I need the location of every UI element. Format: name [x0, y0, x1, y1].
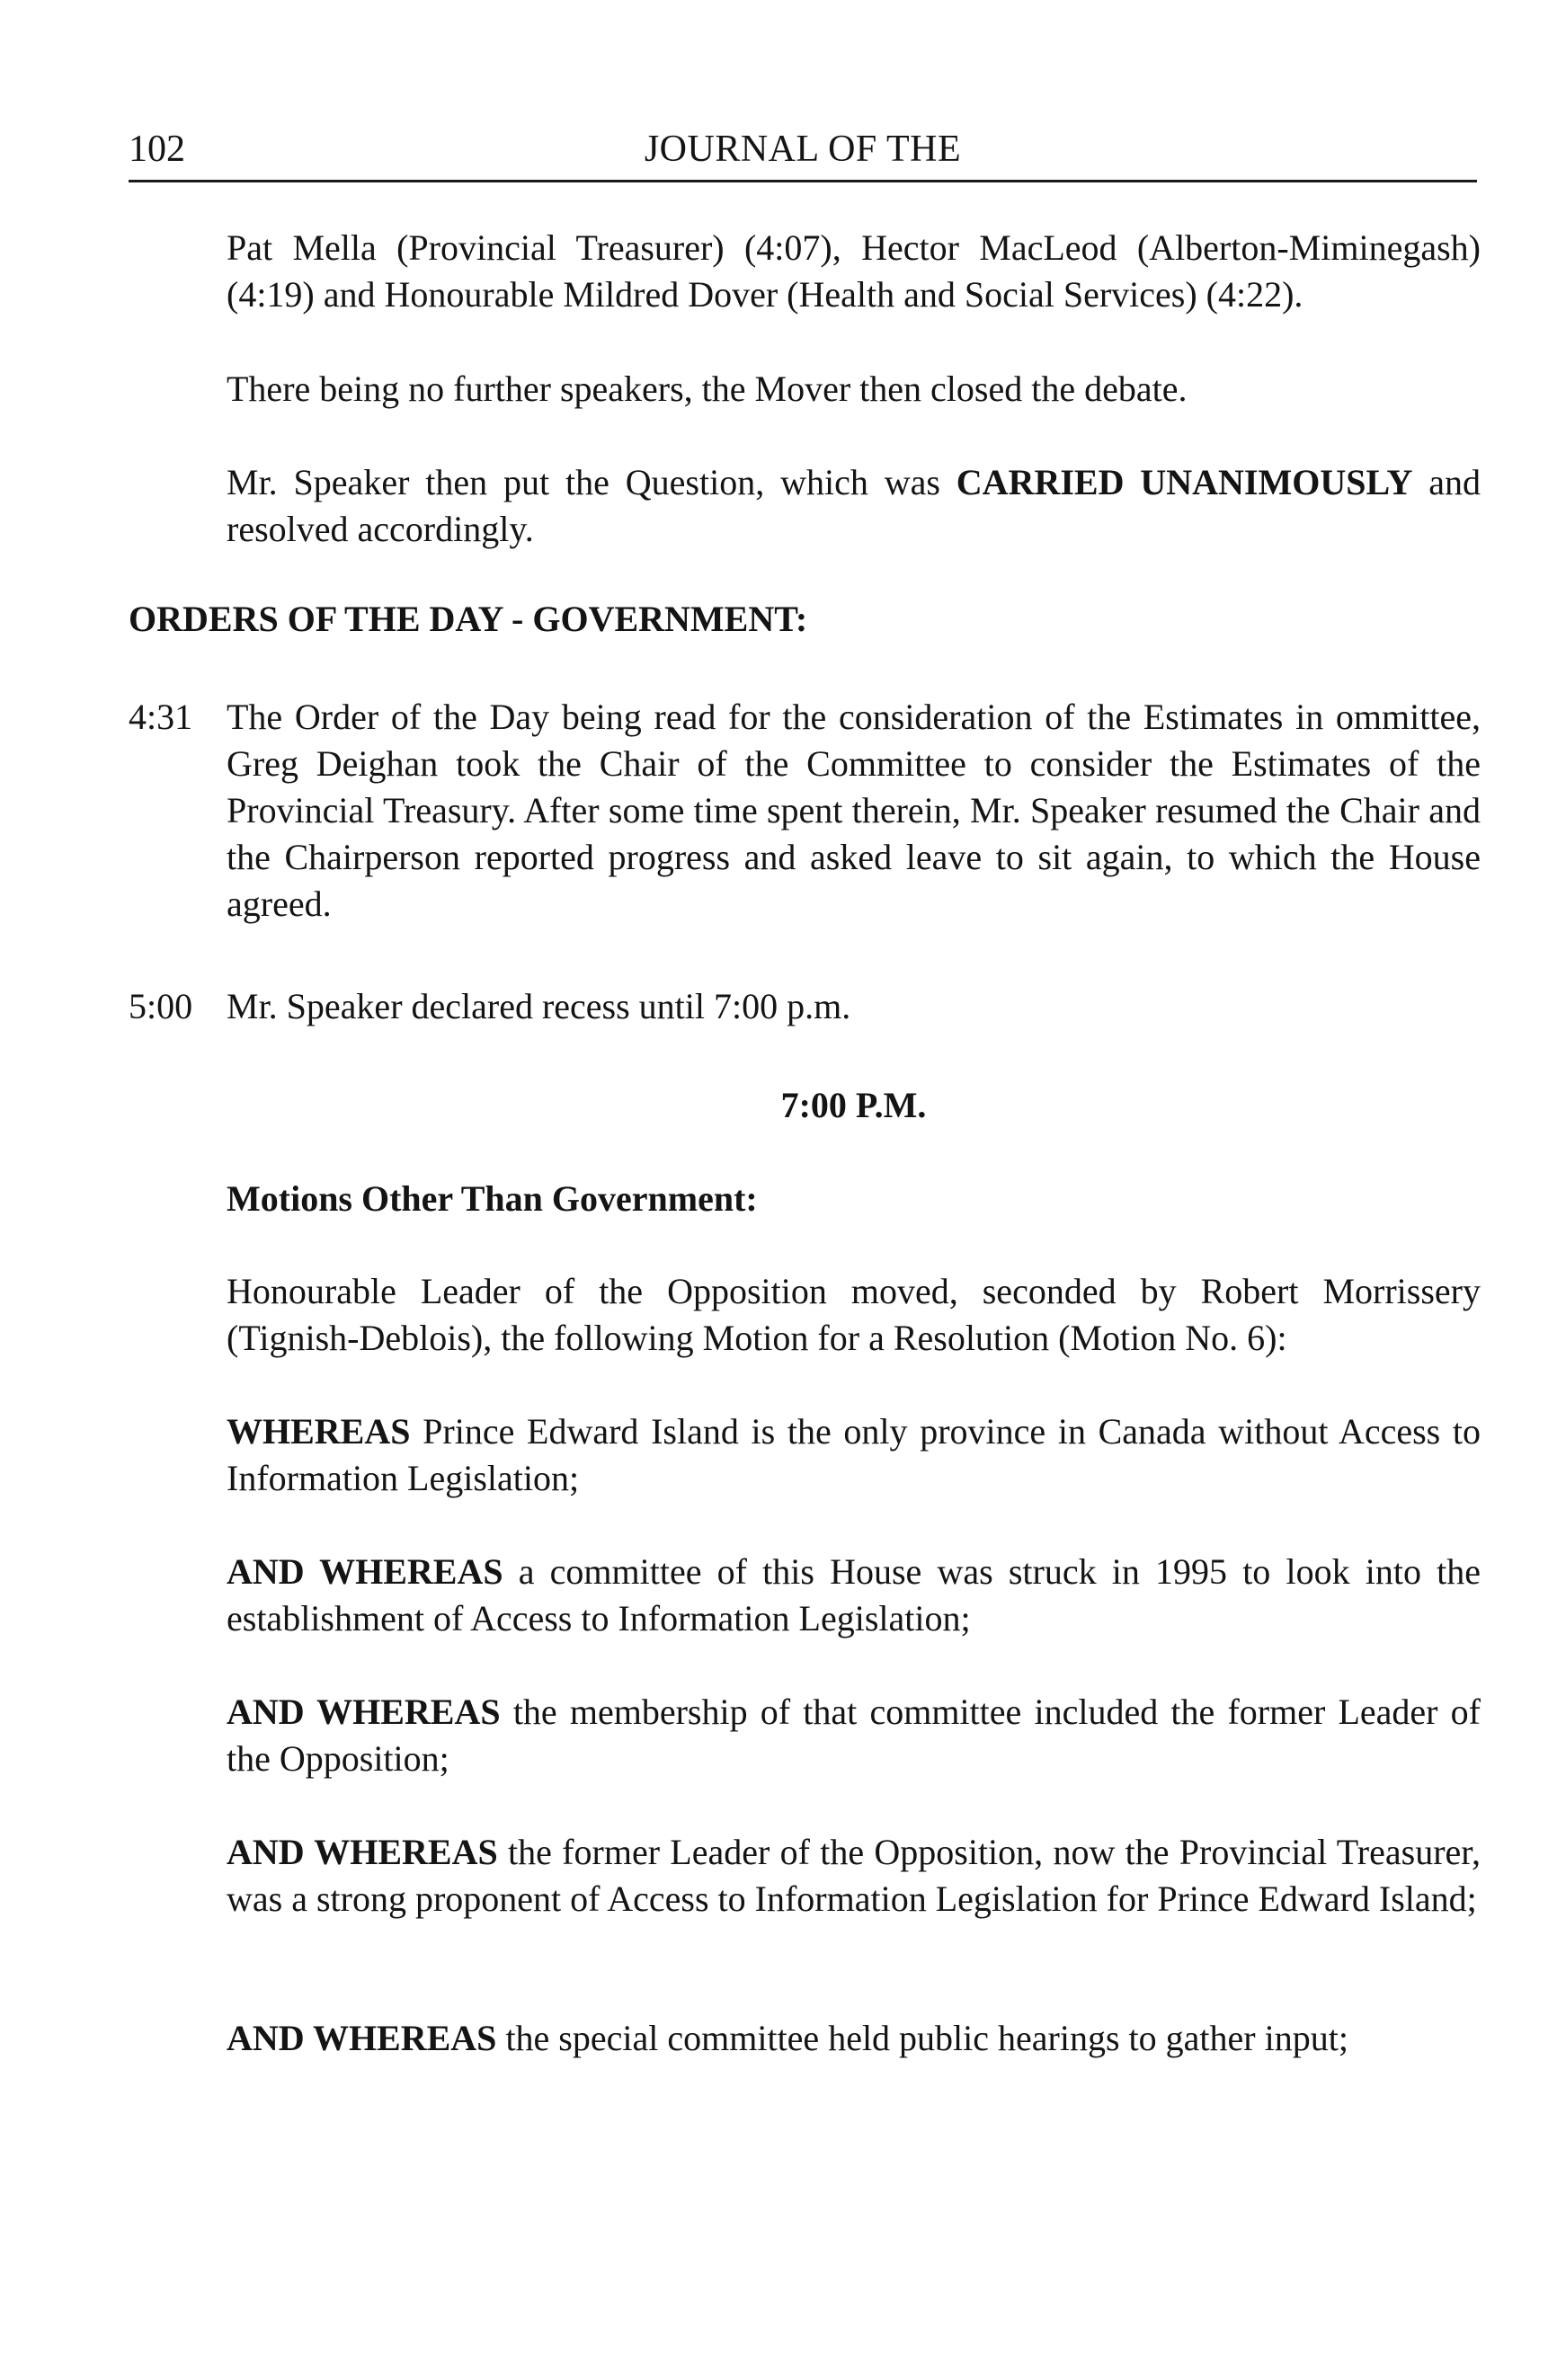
- whereas-text: the membership of that committee included the former Leader of the Opposition;: [227, 1692, 1481, 1779]
- running-title: JOURNAL OF THE: [644, 129, 962, 170]
- whereas-text: the former Leader of the Opposition, now the Provincial Treasurer, was a strong proponent of Access to Information Legislation for Prince Edward Island;: [227, 1832, 1481, 1919]
- speakers-paragraph: Pat Mella (Provincial Treasurer) (4:07), Hector MacLeod (Alberton-Miminegash) (4:19) and Honourable Mildred Dover (Health and Social Services) (4:22).: [227, 227, 1481, 315]
- question-tail: and resolved accordingly.: [227, 462, 1481, 549]
- question-result: CARRIED UNANIMOUSLY: [956, 462, 1413, 502]
- whereas-text: a committee of this House was struck in 1995 to look into the establishment of Access to Information Legislation;: [227, 1551, 1481, 1638]
- page-header: [129, 124, 1477, 182]
- entry-time: 4:31: [129, 697, 193, 737]
- whereas-clause: [227, 1829, 1481, 1923]
- entry-text: Mr. Speaker declared recess until 7:00 p.m.: [227, 986, 851, 1026]
- orders-heading: ORDERS OF THE DAY - GOVERNMENT:: [129, 599, 808, 639]
- whereas-clause: [227, 1689, 1481, 1782]
- question-paragraph: [227, 459, 1481, 553]
- closing-debate-paragraph: There being no further speakers, the Mover then closed the debate.: [227, 369, 1188, 409]
- motions-heading: Motions Other Than Government:: [227, 1178, 758, 1219]
- motion-intro: Honourable Leader of the Opposition moved, seconded by Robert Morrissery (Tignish-Deblois), the following Motion for a Resolution (Motion No. 6):: [227, 1271, 1481, 1358]
- whereas-clause: [227, 1408, 1481, 1502]
- whereas-lead: AND WHEREAS: [227, 1551, 503, 1592]
- entry-text: The Order of the Day being read for the consideration of the Estimates in ommittee, Greg Deighan took the Chair of the Committee to consider the Estimates of the Provincial Treasury. After some time spent therein, Mr. Speaker resumed the Chair and the Chairperson reported progress and asked leave to sit again, to which the House agreed.: [227, 697, 1481, 924]
- whereas-clause: [227, 2015, 1481, 2062]
- page-number: 102: [129, 129, 185, 170]
- whereas-lead: WHEREAS: [227, 1411, 411, 1452]
- whereas-clause: [227, 1549, 1481, 1642]
- whereas-text: the special committee held public hearings to gather input;: [496, 2018, 1348, 2058]
- question-text: Mr. Speaker then put the Question, which was: [227, 462, 956, 502]
- whereas-lead: AND WHEREAS: [227, 1692, 501, 1732]
- evening-sitting-time: 7:00 P.M.: [780, 1085, 927, 1125]
- whereas-text: Prince Edward Island is the only province in Canada without Access to Information Legislation;: [227, 1411, 1481, 1498]
- whereas-lead: AND WHEREAS: [227, 1832, 498, 1872]
- whereas-lead: AND WHEREAS: [227, 2018, 497, 2058]
- entry-time: 5:00: [129, 986, 193, 1026]
